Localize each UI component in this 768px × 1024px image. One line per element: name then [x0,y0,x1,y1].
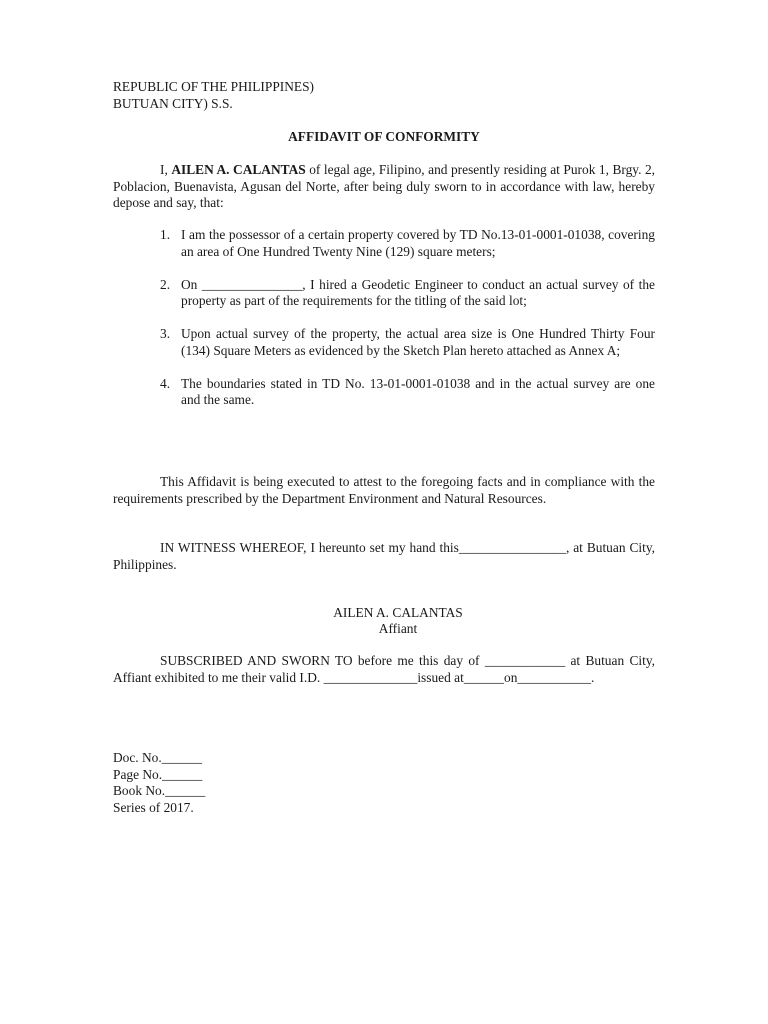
header-city: BUTUAN CITY) S.S. [113,95,233,111]
doc-number: Doc. No.______ [113,750,202,765]
affiant-name-bold: AILEN A. CALANTAS [171,162,306,177]
item-text: On _______________, I hired a Geodetic Engineer to conduct an actual survey of the property as part of the requirements for the titling of the said lot; [181,276,655,308]
deposition-list [113,227,655,425]
intro-rest: of legal age, Filipino, and presently residing at Purok 1, Brgy. 2, Poblacion, Buenavista, Agusan del Norte, after being duly sworn to in accordance with law, hereby depose and say, that: [113,162,656,210]
item-text: The boundaries stated in TD No. 13-01-0001-01038 and in the actual survey are one and the same. [181,375,655,407]
signature-role: Affiant [378,621,418,636]
signature-name: AILEN A. CALANTAS [333,605,463,620]
item-number: 2. [160,276,171,292]
list-item [113,227,655,260]
header-block [113,79,655,112]
item-text: I am the possessor of a certain property covered by TD No.13-01-0001-01038, covering an area of One Hundred Twenty Nine (129) square meters; [181,227,655,259]
book-number: Book No.______ [113,783,206,798]
list-item [113,376,655,409]
affidavit-document [113,79,656,815]
intro-prefix: I, [160,162,172,177]
intro-paragraph [113,162,655,212]
witness-paragraph: IN WITNESS WHEREOF, I hereunto set my hand this________________, at Butuan City, Philippines. [113,540,655,572]
item-number: 3. [160,326,171,341]
notarial-block [113,750,205,816]
jurat-paragraph: SUBSCRIBED AND SWORN TO before me this day of ____________ at Butuan City, Affiant exhibited to me their valid I.D. ______________issued at______on___________. [113,653,655,685]
item-text: Upon actual survey of the property, the actual area size is One Hundred Thirty Four (134) Square Meters as evidenced by the Sketch Plan hereto attached as Annex A; [181,326,655,358]
series-year: Series of 2017. [113,799,194,815]
document-title: AFFIDAVIT OF CONFORMITY [288,129,480,144]
page-number: Page No.______ [113,766,203,782]
item-number: 4. [160,375,171,391]
item-number: 1. [160,227,171,242]
executed-paragraph: This Affidavit is being executed to attest to the foregoing facts and in compliance with the requirements prescribed by the Department Environment and Natural Resources. [113,474,655,506]
list-item [113,326,655,359]
list-item [113,277,655,310]
header-republic: REPUBLIC OF THE PHILIPPINES) [113,79,315,94]
